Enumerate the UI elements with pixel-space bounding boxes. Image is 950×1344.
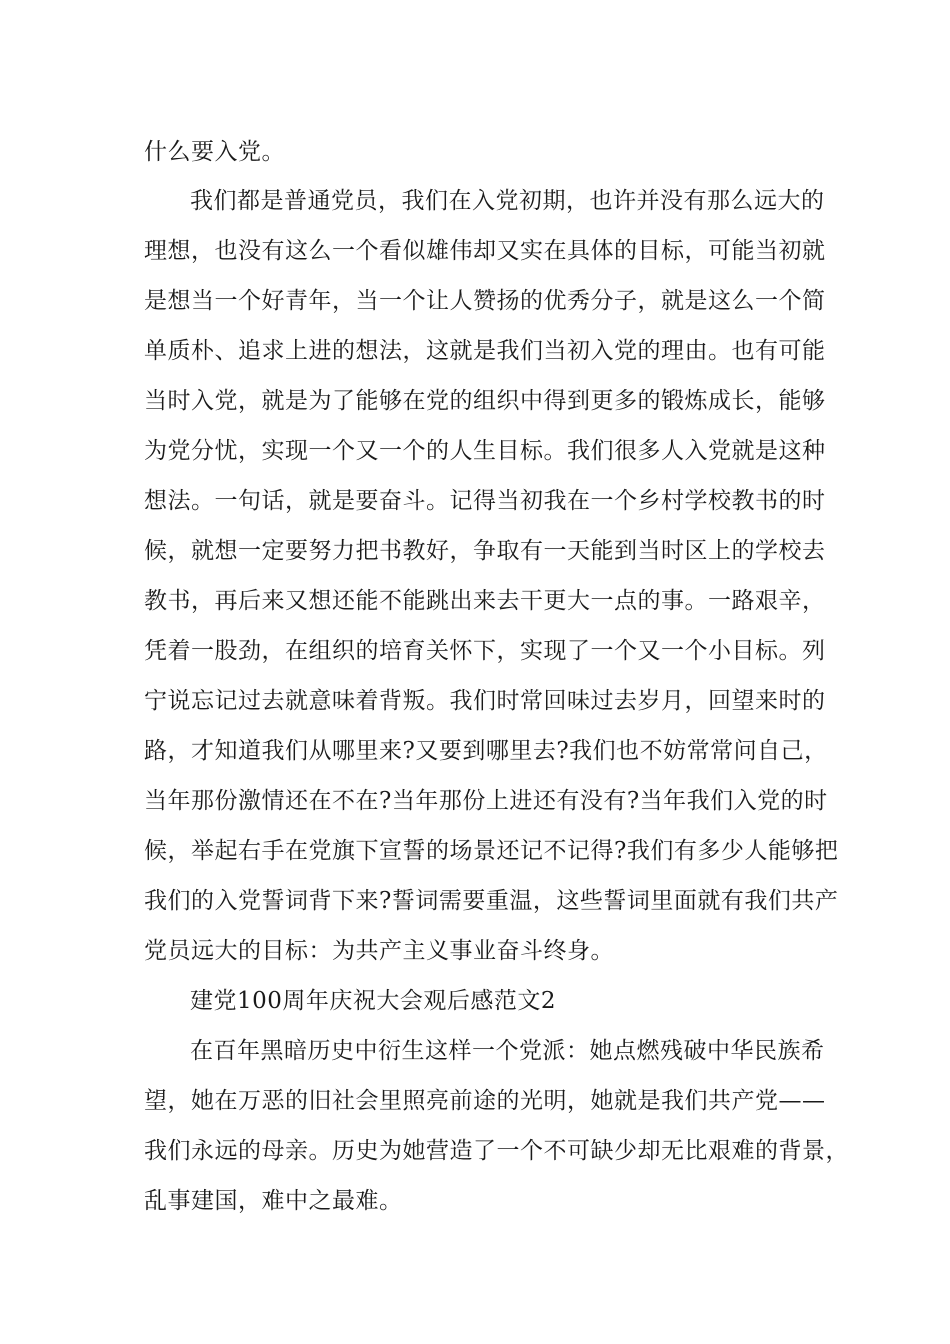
paragraph-line: 望，她在万恶的旧社会里照亮前途的光明，她就是我们共产党—— xyxy=(144,1088,826,1114)
paragraph-line: 我们永远的母亲。历史为她营造了一个不可缺少却无比艰难的背景， xyxy=(144,1138,849,1164)
paragraph-line: 乱事建国，难中之最难。 xyxy=(144,1188,403,1214)
paragraph-line: 党员远大的目标：为共产主义事业奋斗终身。 xyxy=(144,938,614,964)
paragraph-line: 凭着一股劲，在组织的培育关怀下，实现了一个又一个小目标。列 xyxy=(144,638,826,664)
paragraph-line: 单质朴、追求上进的想法，这就是我们当初入党的理由。也有可能 xyxy=(144,338,826,364)
paragraph-line: 我们都是普通党员，我们在入党初期，也许并没有那么远大的 xyxy=(190,188,825,214)
paragraph-line: 教书，再后来又想还能不能跳出来去干更大一点的事。一路艰辛， xyxy=(144,588,826,614)
paragraph-line: 候，举起右手在党旗下宣誓的场景还记不记得?我们有多少人能够把 xyxy=(144,838,839,864)
paragraph-line: 当时入党，就是为了能够在党的组织中得到更多的锻炼成长，能够 xyxy=(144,388,826,414)
paragraph-line: 路，才知道我们从哪里来?又要到哪里去?我们也不妨常常问自己， xyxy=(144,738,828,764)
section-heading: 建党100周年庆祝大会观后感范文2 xyxy=(190,988,557,1014)
paragraph-line: 当年那份激情还在不在?当年那份上进还有没有?当年我们入党的时 xyxy=(144,788,828,814)
paragraph-line: 我们的入党誓词背下来?誓词需要重温，这些誓词里面就有我们共产 xyxy=(144,888,839,914)
paragraph-line: 在百年黑暗历史中衍生这样一个党派：她点燃残破中华民族希 xyxy=(190,1038,825,1064)
paragraph-line: 想法。一句话，就是要奋斗。记得当初我在一个乡村学校教书的时 xyxy=(144,488,826,514)
paragraph-line: 理想，也没有这么一个看似雄伟却又实在具体的目标，可能当初就 xyxy=(144,238,826,264)
paragraph-line: 什么要入党。 xyxy=(144,139,285,165)
paragraph-line: 是想当一个好青年，当一个让人赞扬的优秀分子，就是这么一个简 xyxy=(144,288,826,314)
paragraph-line: 候，就想一定要努力把书教好，争取有一天能到当时区上的学校去 xyxy=(144,538,826,564)
paragraph-line: 为党分忧，实现一个又一个的人生目标。我们很多人入党就是这种 xyxy=(144,438,826,464)
paragraph-line: 宁说忘记过去就意味着背叛。我们时常回味过去岁月，回望来时的 xyxy=(144,688,826,714)
